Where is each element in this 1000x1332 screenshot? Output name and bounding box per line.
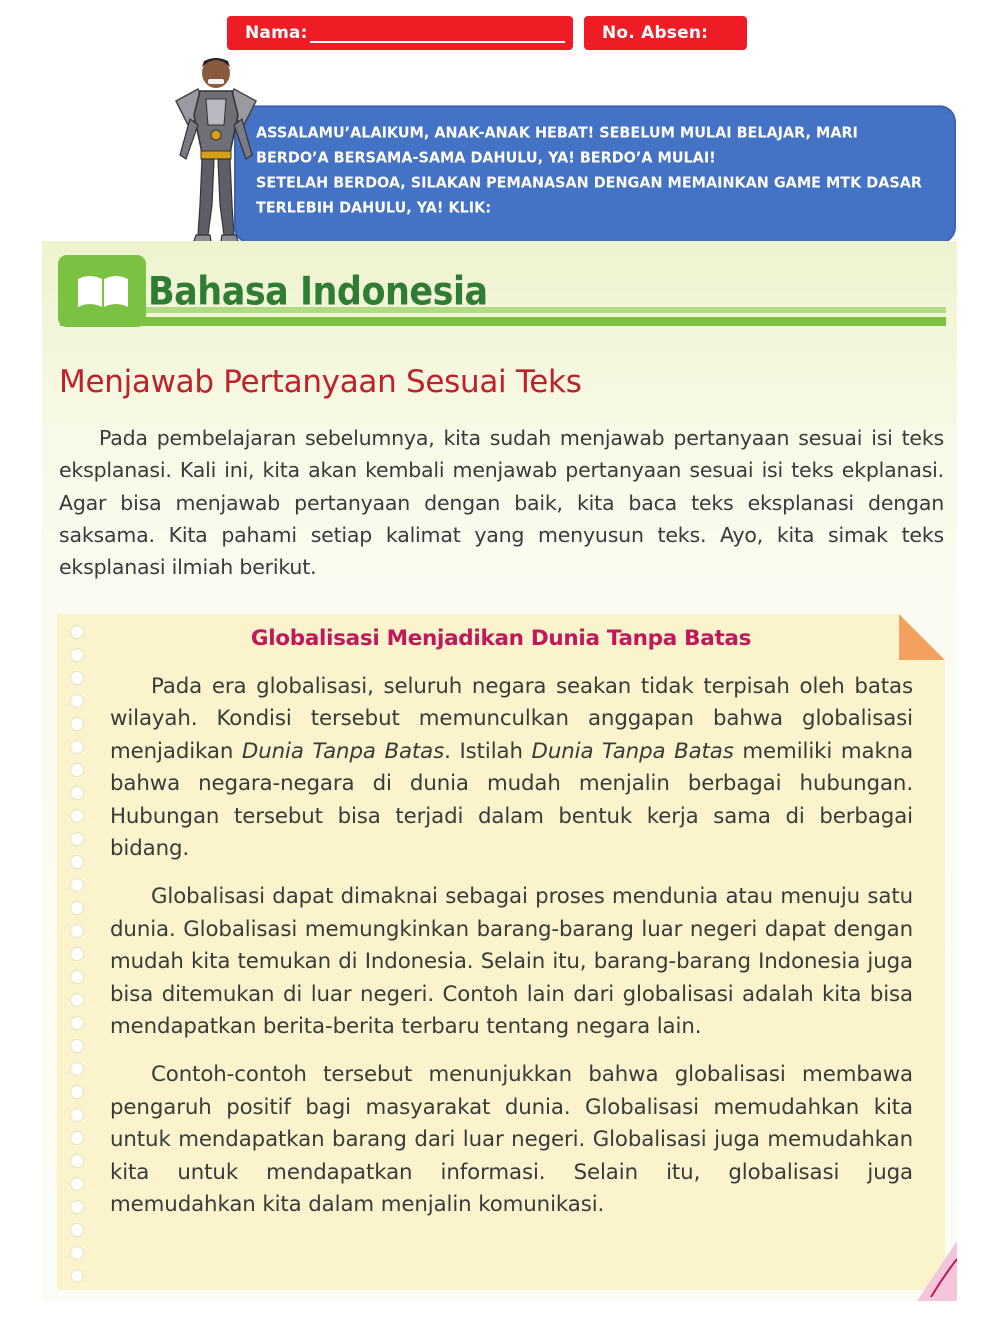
absen-blank[interactable]	[604, 57, 644, 77]
article-box	[57, 614, 945, 1290]
article-paragraph-1: Pada era globalisasi, seluruh negara seakan tidak terpisah oleh batas wilayah. Kondisi tersebut memunculkan anggapan bahwa globalisasi menjadikan Dunia Tanpa Batas. Istilah Dunia Tanpa Batas memiliki makna bahwa negara-negara di dunia mudah menjalin berbagai hubungan. Hubungan tersebut bisa terjadi dalam bentuk kerja sama di berbagai bidang.	[110, 674, 914, 862]
notebook-holes	[69, 622, 85, 1282]
article-body	[110, 671, 913, 1238]
page-corner-decoration	[917, 1241, 957, 1301]
name-label: Nama:	[245, 23, 308, 43]
article-paragraph-3: Contoh-contoh tersebut menunjukkan bahwa globalisasi membawa pengaruh positif bagi masyarakat dunia. Globalisasi memudahkan kita untuk mendapatkan barang dari luar negeri. Globalisasi juga memudahkan kita untuk mendapatkan informasi. Selain itu, globalisasi juga memudahkan kita dalam menjalin komunikasi.	[110, 1062, 913, 1218]
article-paragraph-2: Globalisasi dapat dimaknai sebagai proses mendunia atau menuju satu dunia. Globalisasi memungkinkan barang-barang luar negeri dapat dengan mudah kita temukan di Indonesia. Selain itu, barang-barang Indonesia juga bisa ditemukan di luar negeri. Contoh lain dari globalisasi adalah kita bisa mendapatkan berita-berita terbaru tentang negara lain.	[110, 884, 913, 1040]
armored-hero-avatar	[168, 55, 264, 251]
name-field[interactable]	[227, 16, 573, 50]
lesson-intro: Pada pembelajaran sebelumnya, kita sudah menjawab pertanyaan sesuai isi teks eksplanasi. Kali ini, kita akan kembali menjawab pertanyaan sesuai isi teks ekplanasi. Agar bisa menjawab pertanyaan dengan baik, kita baca teks eksplanasi dengan saksama. Kita pahami setiap kalimat yang menyusun teks. Ayo, kita simak teks eksplanasi ilmiah berikut.	[59, 426, 944, 580]
game-link-text[interactable]: SETELAH BERDOA, SILAKAN PEMANASAN DENGAN MEMAINKAN GAME MTK DASAR TERLEBIH DAHULU, YA! KLIK:	[256, 175, 922, 217]
greeting-text: ASSALAMU’ALAIKUM, ANAK-ANAK HEBAT! SEBELUM MULAI BELAJAR, MARI BERDO’A BERSAMA-SAMA DAHULU, YA! BERDO’A MULAI!	[256, 125, 858, 167]
name-blank[interactable]	[310, 23, 565, 43]
absen-label: No. Absen:	[602, 23, 709, 43]
textbook-page	[42, 241, 957, 1301]
subject-title: Bahasa Indonesia	[148, 270, 488, 315]
article-title: Globalisasi Menjadikan Dunia Tanpa Batas	[250, 626, 752, 651]
lesson-heading: Menjawab Pertanyaan Sesuai Teks	[59, 364, 582, 400]
greeting-bubble	[234, 105, 956, 243]
absen-field[interactable]	[584, 16, 747, 50]
